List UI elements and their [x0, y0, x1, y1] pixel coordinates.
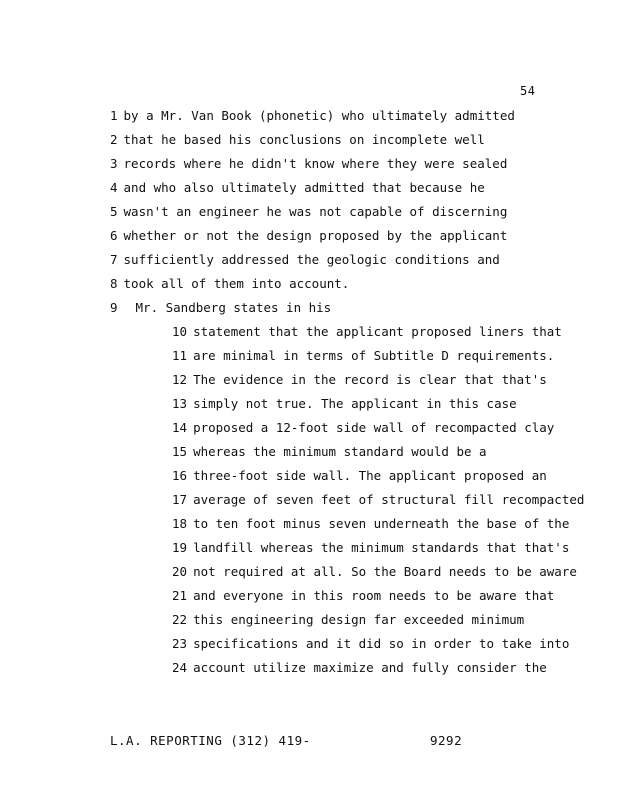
line-number: 17	[172, 492, 188, 507]
transcript-line	[172, 540, 569, 556]
line-number: 12	[172, 372, 188, 387]
line-text: proposed a 12-foot side wall of recompacted clay	[193, 420, 555, 435]
transcript-line	[110, 300, 331, 316]
transcript-line	[110, 156, 507, 172]
transcript-line	[172, 468, 547, 484]
line-number: 3	[110, 156, 118, 171]
footer-number: 9292	[430, 733, 463, 748]
line-text: sufficiently addressed the geologic conditions and	[123, 252, 500, 267]
line-text: to ten foot minus seven underneath the base of the	[193, 516, 570, 531]
transcript-line	[110, 180, 485, 196]
transcript-line	[172, 636, 569, 652]
line-text: simply not true. The applicant in this case	[193, 396, 517, 411]
line-text: three-foot side wall. The applicant proposed an	[193, 468, 547, 483]
line-number: 2	[110, 132, 118, 147]
line-number: 15	[172, 444, 188, 459]
line-number: 22	[172, 612, 188, 627]
line-number: 18	[172, 516, 188, 531]
line-text: average of seven feet of structural fill recompacted	[193, 492, 585, 507]
line-number: 9	[110, 300, 118, 315]
line-text: by a Mr. Van Book (phonetic) who ultimately admitted	[123, 108, 515, 123]
line-number: 13	[172, 396, 188, 411]
line-number: 5	[110, 204, 118, 219]
line-number: 10	[172, 324, 188, 339]
transcript-line	[172, 588, 554, 604]
line-text: specifications and it did so in order to take into	[193, 636, 570, 651]
line-number: 19	[172, 540, 188, 555]
line-text: not required at all. So the Board needs to be aware	[193, 564, 577, 579]
line-text: Mr. Sandberg states in his	[135, 300, 332, 315]
transcript-line	[172, 612, 524, 628]
transcript-line	[172, 372, 547, 388]
transcript-line	[172, 516, 569, 532]
line-number: 16	[172, 468, 188, 483]
transcript-line	[172, 444, 487, 460]
transcript-line	[172, 492, 584, 508]
transcript-line	[110, 204, 507, 220]
line-text: took all of them into account.	[123, 276, 350, 291]
line-text: whether or not the design proposed by the applicant	[123, 228, 508, 243]
line-text: account utilize maximize and fully consider the	[193, 660, 547, 675]
transcript-line	[110, 228, 507, 244]
transcript-line	[110, 276, 349, 292]
transcript-line	[110, 132, 485, 148]
transcript-line	[172, 660, 547, 676]
transcript-line	[110, 108, 515, 124]
transcript-line	[172, 324, 562, 340]
line-text: The evidence in the record is clear that that's	[193, 372, 547, 387]
line-text: and everyone in this room needs to be aware that	[193, 588, 555, 603]
line-number: 24	[172, 660, 188, 675]
transcript-line	[172, 396, 517, 412]
line-number: 14	[172, 420, 188, 435]
line-number: 23	[172, 636, 188, 651]
line-text: landfill whereas the minimum standards that that's	[193, 540, 570, 555]
line-text: whereas the minimum standard would be a	[193, 444, 487, 459]
line-text: and who also ultimately admitted that because he	[123, 180, 485, 195]
line-text: are minimal in terms of Subtitle D requirements.	[193, 348, 555, 363]
line-number: 11	[172, 348, 188, 363]
line-text: wasn't an engineer he was not capable of discerning	[123, 204, 508, 219]
transcript-line	[172, 348, 554, 364]
line-text: records where he didn't know where they were sealed	[123, 156, 508, 171]
line-text: this engineering design far exceeded minimum	[193, 612, 525, 627]
page-number: 54	[520, 84, 536, 98]
line-text: statement that the applicant proposed liners that	[193, 324, 562, 339]
footer-reporter: L.A. REPORTING (312) 419-	[110, 733, 311, 748]
transcript-line	[110, 252, 500, 268]
line-number: 4	[110, 180, 118, 195]
line-number: 21	[172, 588, 188, 603]
line-number: 1	[110, 108, 118, 123]
transcript-line	[172, 420, 554, 436]
line-number: 8	[110, 276, 118, 291]
transcript-line	[172, 564, 577, 580]
line-text: that he based his conclusions on incomplete well	[123, 132, 485, 147]
line-number: 20	[172, 564, 188, 579]
line-number: 6	[110, 228, 118, 243]
line-number: 7	[110, 252, 118, 267]
